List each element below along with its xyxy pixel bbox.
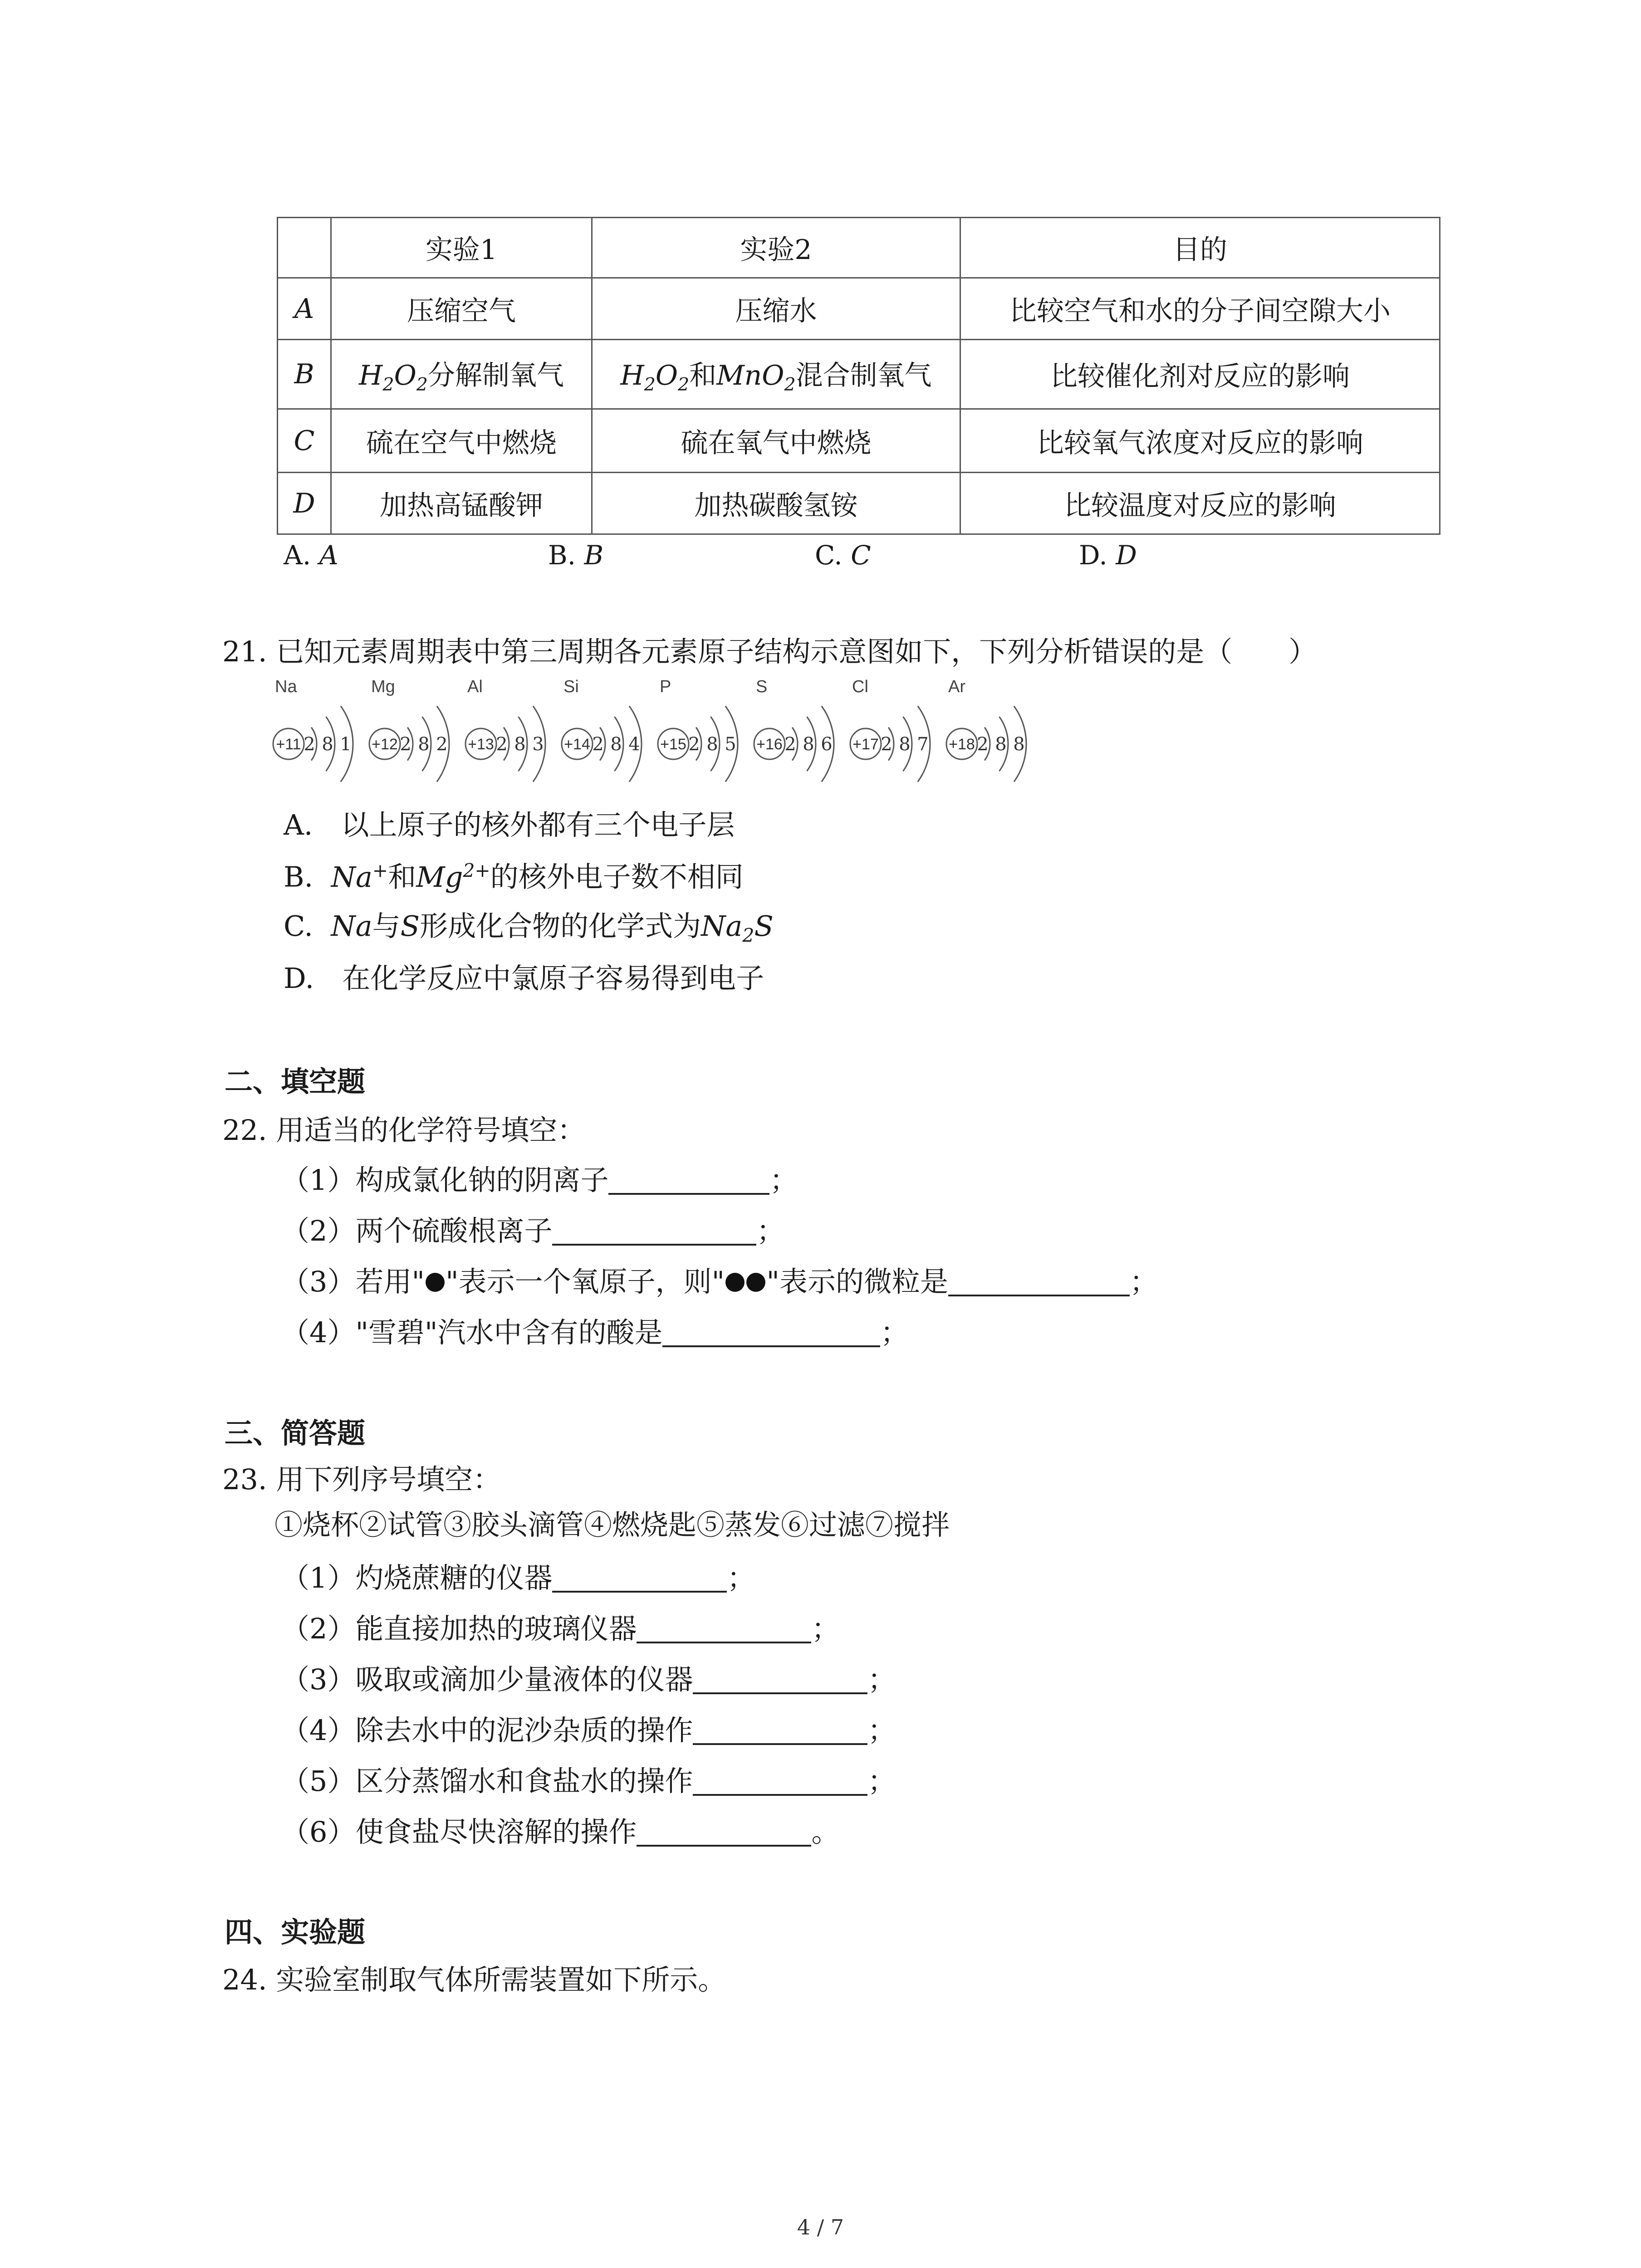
table-row (278, 409, 1440, 473)
formula-h2o2: $H_2O_2$ (359, 359, 428, 395)
q21-stem: 21. 已知元素周期表中第三周期各元素原子结构示意图如下，下列分析错误的是（ ） (222, 635, 1317, 668)
cell: 比较温度对反应的影响 (960, 473, 1440, 534)
electron-count: 7 (917, 734, 929, 755)
cell: 比较催化剂对反应的影响 (960, 340, 1440, 409)
table-header-row (278, 218, 1440, 278)
answer-blank[interactable] (693, 1666, 867, 1694)
electron-count: 8 (1013, 734, 1025, 755)
option-value: A (319, 540, 338, 571)
section-heading-fill-in: 二、填空题 (225, 1065, 366, 1098)
electron-count: 2 (436, 734, 448, 755)
punct: ； (727, 1561, 755, 1594)
electron-count: 2 (688, 734, 700, 755)
option-text: 形成化合物的化学式为 (420, 909, 701, 943)
punct: ； (756, 1214, 785, 1247)
q22-item-1 (281, 1163, 798, 1197)
row-key: C (278, 409, 331, 473)
q23-choice-list: ①烧杯②试管③胶头滴管④燃烧匙⑤蒸发⑥过滤⑦搅拌 (274, 1508, 950, 1541)
punct: ； (867, 1663, 896, 1696)
formula-na: Na (331, 909, 372, 943)
electron-count: 2 (400, 734, 411, 755)
row-key: D (278, 473, 331, 534)
electron-count: 4 (628, 734, 640, 755)
table-row (278, 278, 1440, 340)
section-heading-experiment: 四、实验题 (225, 1916, 366, 1949)
table-row (278, 473, 1440, 534)
option-label: C. (284, 909, 313, 943)
header-cell (278, 218, 331, 278)
punct: ； (867, 1765, 896, 1798)
electron-count: 8 (706, 734, 718, 755)
electron-count: 5 (725, 734, 736, 755)
answer-blank[interactable] (693, 1767, 867, 1796)
atom-structure-diagram (272, 676, 1053, 812)
section-heading-short-answer: 三、简答题 (225, 1417, 366, 1450)
element-symbol: S (756, 677, 768, 696)
q21-option-a[interactable]: A. 以上原子的核外都有三个电子层 (284, 808, 735, 841)
cell: 压缩水 (592, 278, 960, 340)
option-text: 和 (388, 860, 416, 894)
item-text: （2）能直接加热的玻璃仪器 (281, 1612, 637, 1645)
table-row (278, 340, 1440, 409)
atom-mg (369, 677, 449, 782)
q21-option-b[interactable] (284, 860, 744, 894)
electron-count: 8 (514, 734, 526, 755)
q21-option-d[interactable]: D. 在化学反应中氯原子容易得到电子 (284, 962, 764, 995)
cell-text: 分解制氧气 (427, 359, 564, 391)
answer-blank[interactable] (637, 1615, 811, 1643)
q23-item-4 (281, 1714, 896, 1747)
q23-stem: 23. 用下列序号填空： (222, 1463, 501, 1496)
electron-count: 8 (803, 734, 814, 755)
electron-count: 8 (322, 734, 333, 755)
atom-s (754, 677, 834, 782)
option-value: D (1116, 540, 1137, 571)
q22-item-3 (281, 1265, 1158, 1299)
q23-item-6 (281, 1815, 839, 1849)
electron-count: 3 (532, 734, 544, 755)
q21-option-c[interactable] (284, 909, 774, 947)
item-text: （3）吸取或滴加少量液体的仪器 (281, 1663, 693, 1696)
electron-count: 8 (995, 734, 1007, 755)
q23-item-3 (281, 1663, 896, 1696)
electron-count: 2 (881, 734, 892, 755)
punct: 。 (811, 1815, 840, 1848)
cell: 硫在空气中燃烧 (331, 409, 592, 473)
row-key: A (278, 278, 331, 340)
option-value: C (851, 540, 871, 571)
nuclear-charge: +15 (660, 736, 686, 753)
answer-blank[interactable] (608, 1166, 769, 1195)
option-label: C. (815, 540, 843, 571)
cell: 压缩空气 (331, 278, 592, 340)
option-label: B. (284, 860, 314, 894)
punct: ； (880, 1316, 909, 1349)
formula-h2o2: $H_2O_2$ (620, 359, 690, 395)
answer-blank[interactable] (637, 1818, 811, 1847)
formula-na-ion: Na+ (331, 860, 388, 894)
cell: 比较空气和水的分子间空隙大小 (960, 278, 1440, 340)
nuclear-charge: +17 (852, 736, 879, 753)
q20-option-a[interactable] (284, 540, 338, 572)
element-symbol: Si (563, 677, 579, 696)
cell: 比较氧气浓度对反应的影响 (960, 409, 1440, 473)
header-cell: 实验1 (331, 218, 592, 278)
answer-blank[interactable] (552, 1564, 727, 1593)
oxygen-atom-icon (746, 1273, 765, 1292)
cell (331, 340, 592, 409)
formula-mg-ion: $Mg^{2+}$ (416, 860, 490, 894)
formula-na2s: $Na_2S$ (701, 909, 774, 947)
answer-blank[interactable] (693, 1716, 867, 1745)
element-symbol: Mg (371, 677, 395, 696)
q23-item-2 (281, 1612, 839, 1646)
q20-option-b[interactable] (548, 540, 603, 572)
option-label: D. (1079, 540, 1107, 571)
cell (592, 340, 960, 409)
answer-blank[interactable] (948, 1268, 1130, 1296)
q24-stem: 24. 实验室制取气体所需装置如下所示。 (222, 1963, 726, 1996)
nuclear-charge: +18 (949, 736, 975, 753)
item-text: "表示的微粒是 (766, 1265, 949, 1298)
atom-cl (850, 677, 930, 782)
header-cell: 目的 (960, 218, 1440, 278)
punct: ； (811, 1612, 840, 1645)
nuclear-charge: +16 (756, 736, 783, 753)
electron-count: 2 (496, 734, 508, 755)
atom-p (658, 677, 738, 782)
formula-mno2: MnO$_2$ (716, 359, 796, 395)
option-label: A. (284, 540, 311, 571)
element-symbol: Cl (852, 677, 868, 696)
electron-count: 8 (610, 734, 622, 755)
electron-count: 1 (340, 734, 352, 755)
header-cell: 实验2 (592, 218, 960, 278)
atom-si (562, 677, 642, 782)
electron-count: 6 (821, 734, 833, 755)
page-number: 4 / 7 (797, 2215, 844, 2239)
row-key: B (278, 340, 331, 409)
cell-text: 混合制氧气 (795, 359, 932, 391)
element-symbol: Ar (948, 677, 965, 696)
atom-al (465, 677, 545, 782)
nuclear-charge: +14 (564, 736, 590, 753)
q20-option-d[interactable] (1079, 540, 1137, 572)
cell: 加热碳酸氢铵 (592, 473, 960, 534)
atom-na (273, 677, 353, 782)
punct: ； (1130, 1265, 1158, 1298)
option-value: B (584, 540, 604, 571)
nuclear-charge: +13 (468, 736, 494, 753)
oxygen-atom-icon (426, 1273, 445, 1292)
q22-item-2 (281, 1214, 784, 1248)
experiment-table (277, 217, 1440, 535)
q23-item-5 (281, 1765, 896, 1798)
punct: ； (769, 1163, 798, 1197)
electron-count: 8 (418, 734, 430, 755)
item-text: （5）区分蒸馏水和食盐水的操作 (281, 1765, 693, 1798)
item-text: （3）若用" (281, 1265, 425, 1298)
item-text: （6）使食盐尽快溶解的操作 (281, 1815, 637, 1848)
q22-stem: 22. 用适当的化学符号填空： (222, 1114, 586, 1147)
option-label: B. (548, 540, 576, 571)
item-text: （4）"雪碧"汽水中含有的酸是 (281, 1316, 663, 1349)
cell-text: 和 (689, 359, 717, 391)
electron-count: 2 (304, 734, 315, 755)
item-text: （1）灼烧蔗糖的仪器 (281, 1561, 553, 1594)
element-symbol: P (660, 677, 671, 696)
nuclear-charge: +11 (276, 736, 301, 753)
electron-count: 2 (977, 734, 989, 755)
atom-ar (946, 677, 1026, 782)
electron-count: 2 (784, 734, 796, 755)
q20-option-c[interactable] (815, 540, 871, 572)
item-text: （1）构成氯化钠的阴离子 (281, 1163, 609, 1197)
element-symbol: Al (467, 677, 483, 696)
option-text: 与 (372, 909, 401, 943)
q22-item-4 (281, 1316, 909, 1349)
answer-blank[interactable] (662, 1319, 880, 1347)
item-text: （2）两个硫酸根离子 (281, 1214, 553, 1247)
item-text: （4）除去水中的泥沙杂质的操作 (281, 1714, 693, 1747)
punct: ； (867, 1714, 896, 1747)
nuclear-charge: +12 (372, 736, 398, 753)
formula-s: S (400, 909, 420, 943)
item-text: "表示一个氧原子，则" (446, 1265, 725, 1298)
answer-blank[interactable] (552, 1217, 756, 1246)
cell: 加热高锰酸钾 (331, 473, 592, 534)
option-text: 的核外电子数不相同 (490, 860, 744, 894)
cell: 硫在氧气中燃烧 (592, 409, 960, 473)
electron-count: 8 (899, 734, 911, 755)
element-symbol: Na (275, 677, 297, 696)
oxygen-atom-icon (725, 1273, 745, 1292)
electron-count: 2 (592, 734, 604, 755)
q23-item-1 (281, 1561, 755, 1595)
